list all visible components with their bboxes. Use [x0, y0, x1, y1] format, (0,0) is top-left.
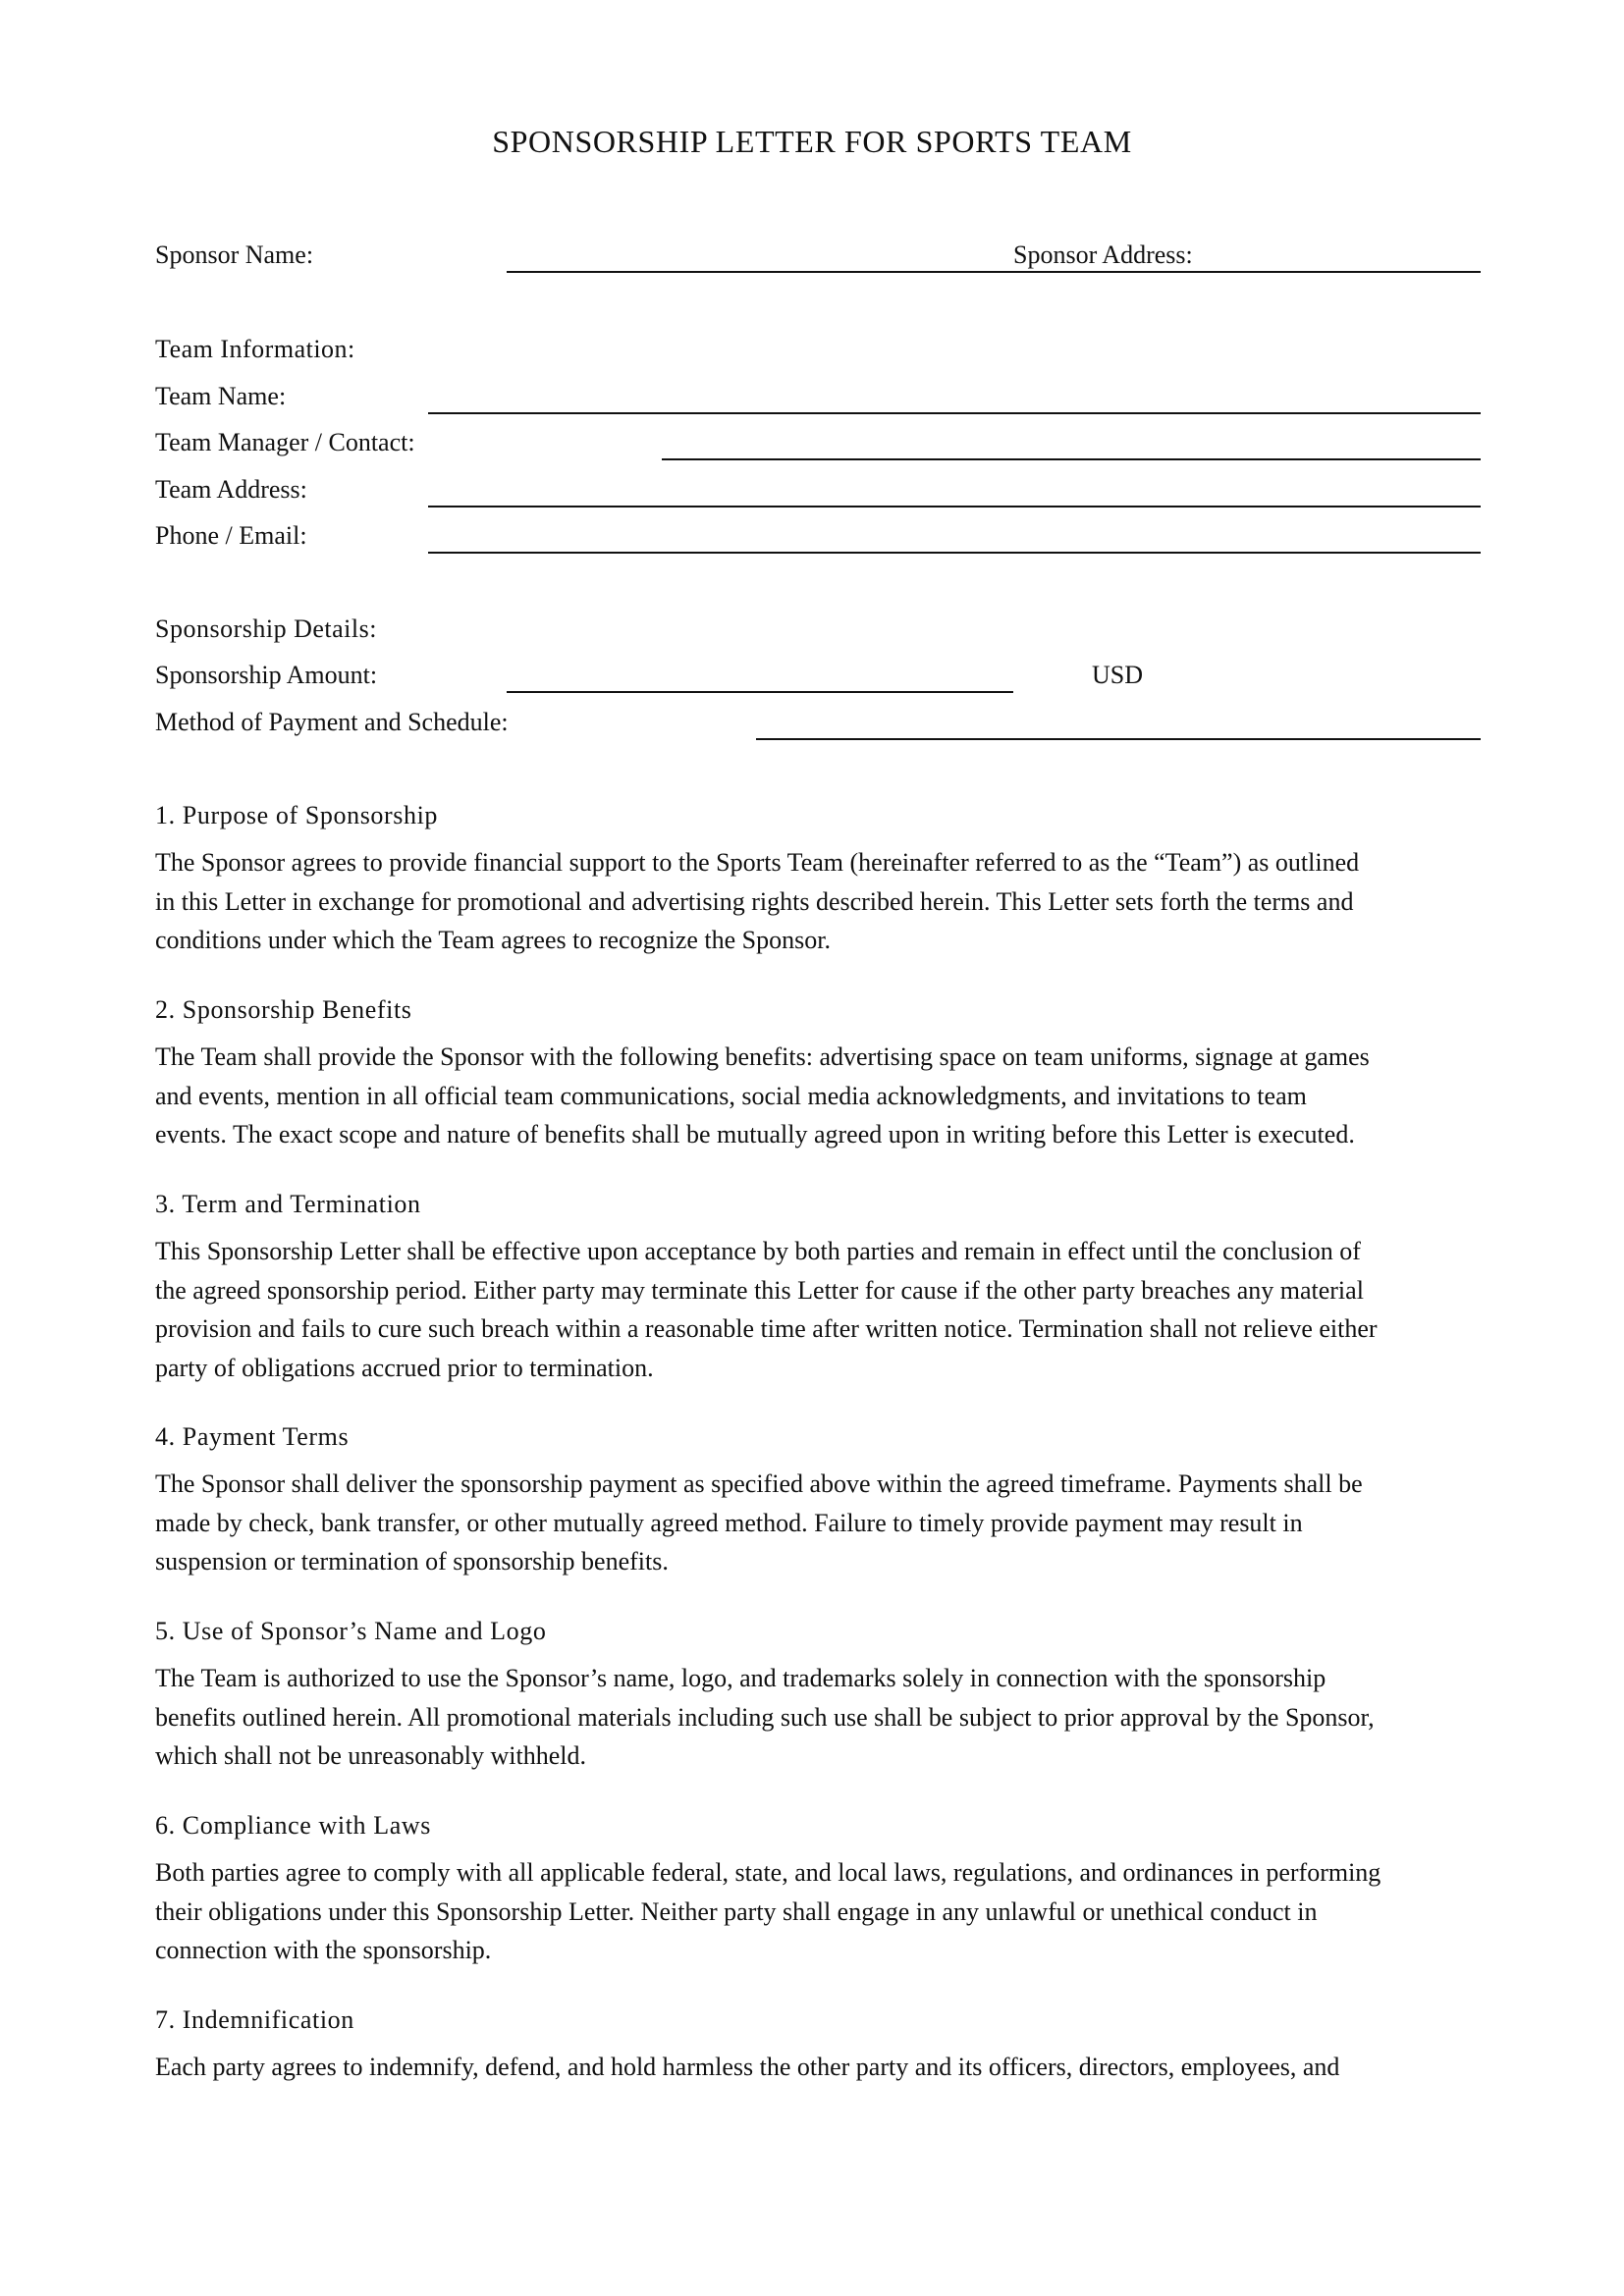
- section-1-line: conditions under which the Team agrees to recognize the Sponsor.: [155, 926, 831, 954]
- section-4-heading: 4. Payment Terms: [155, 1422, 350, 1451]
- section-6-line: their obligations under this Sponsorship Letter. Neither party shall engage in any unlawful or unethical conduct in: [155, 1896, 1318, 1926]
- section-6-heading: 6. Compliance with Laws: [155, 1811, 431, 1840]
- section-2-line: events. The exact scope and nature of benefits shall be mutually agreed upon in writing before this Letter is executed.: [155, 1120, 1355, 1148]
- section-1-body: [155, 843, 1481, 960]
- section-3-body: [155, 1232, 1481, 1387]
- document-title: SPONSORSHIP LETTER FOR SPORTS TEAM: [492, 124, 1132, 159]
- section-2-body: [155, 1038, 1481, 1154]
- section-3-line: provision and fails to cure such breach within a reasonable time after written notice. Termination shall not relieve either: [155, 1314, 1378, 1343]
- section-1-line: The Sponsor agrees to provide financial support to the Sports Team (hereinafter referred to as the “Team”) as outlined: [155, 848, 1360, 877]
- section-3-heading: 3. Term and Termination: [155, 1190, 421, 1218]
- section-5-line: The Team is authorized to use the Sponsor’s name, logo, and trademarks solely in connection with the sponsorship: [155, 1664, 1326, 1692]
- section-7-body: [155, 2048, 1481, 2087]
- section-3-line: party of obligations accrued prior to termination.: [155, 1353, 654, 1382]
- team-name-label: Team Name:: [155, 382, 287, 410]
- section-6-line: connection with the sponsorship.: [155, 1936, 492, 1964]
- section-2-line: The Team shall provide the Sponsor with the following benefits: advertising space on team uniforms, signage at games: [155, 1042, 1370, 1071]
- section-5-body: [155, 1659, 1481, 1776]
- section-5-line: which shall not be unreasonably withheld.: [155, 1741, 587, 1770]
- sponsorship-amount-field[interactable]: [507, 691, 1013, 693]
- section-2-line: and events, mention in all official team communications, social media acknowledgments, and invitations to team: [155, 1081, 1307, 1110]
- payment-method-field[interactable]: [756, 738, 1481, 740]
- section-1-heading: 1. Purpose of Sponsorship: [155, 801, 439, 829]
- section-6-line: Both parties agree to comply with all applicable federal, state, and local laws, regulations, and ordinances in performing: [155, 1858, 1381, 1887]
- section-5-heading: 5. Use of Sponsor’s Name and Logo: [155, 1617, 547, 1645]
- section-6-body: [155, 1853, 1481, 1970]
- team-manager-label: Team Manager / Contact:: [155, 428, 415, 456]
- phone-email-field[interactable]: [428, 552, 1481, 554]
- sponsorship-amount-label: Sponsorship Amount:: [155, 661, 378, 689]
- phone-email-label: Phone / Email:: [155, 521, 307, 550]
- section-2-heading: 2. Sponsorship Benefits: [155, 995, 412, 1024]
- section-3-line: the agreed sponsorship period. Either party may terminate this Letter for cause if the other party breaches any material: [155, 1275, 1364, 1305]
- currency-label: USD: [1092, 661, 1144, 689]
- section-4-line: The Sponsor shall deliver the sponsorship payment as specified above within the agreed timeframe. Payments shall be: [155, 1469, 1363, 1498]
- section-1-line: in this Letter in exchange for promotional and advertising rights described herein. This Letter sets forth the terms and: [155, 886, 1354, 916]
- section-4-line: made by check, bank transfer, or other mutually agreed method. Failure to timely provide payment may result in: [155, 1508, 1303, 1537]
- team-information-heading: Team Information:: [155, 335, 355, 363]
- section-7-line: Each party agrees to indemnify, defend, and hold harmless the other party and its officers, directors, employees, and: [155, 2053, 1340, 2081]
- team-manager-field[interactable]: [662, 458, 1481, 460]
- sponsorship-details-heading: Sponsorship Details:: [155, 614, 377, 643]
- sponsor-name-field[interactable]: [507, 271, 1481, 273]
- section-7-heading: 7. Indemnification: [155, 2005, 354, 2034]
- section-5-line: benefits outlined herein. All promotional materials including such use shall be subject to prior approval by the Sponsor,: [155, 1702, 1375, 1732]
- section-4-body: [155, 1465, 1481, 1581]
- sponsor-address-label: Sponsor Address:: [1013, 240, 1193, 269]
- team-name-field[interactable]: [428, 412, 1481, 414]
- section-3-line: This Sponsorship Letter shall be effective upon acceptance by both parties and remain in effect until the conclusion of: [155, 1237, 1361, 1265]
- payment-method-label: Method of Payment and Schedule:: [155, 708, 509, 736]
- sponsor-name-label: Sponsor Name:: [155, 240, 314, 269]
- team-address-field[interactable]: [428, 506, 1481, 507]
- team-address-label: Team Address:: [155, 475, 307, 504]
- section-4-line: suspension or termination of sponsorship benefits.: [155, 1547, 669, 1575]
